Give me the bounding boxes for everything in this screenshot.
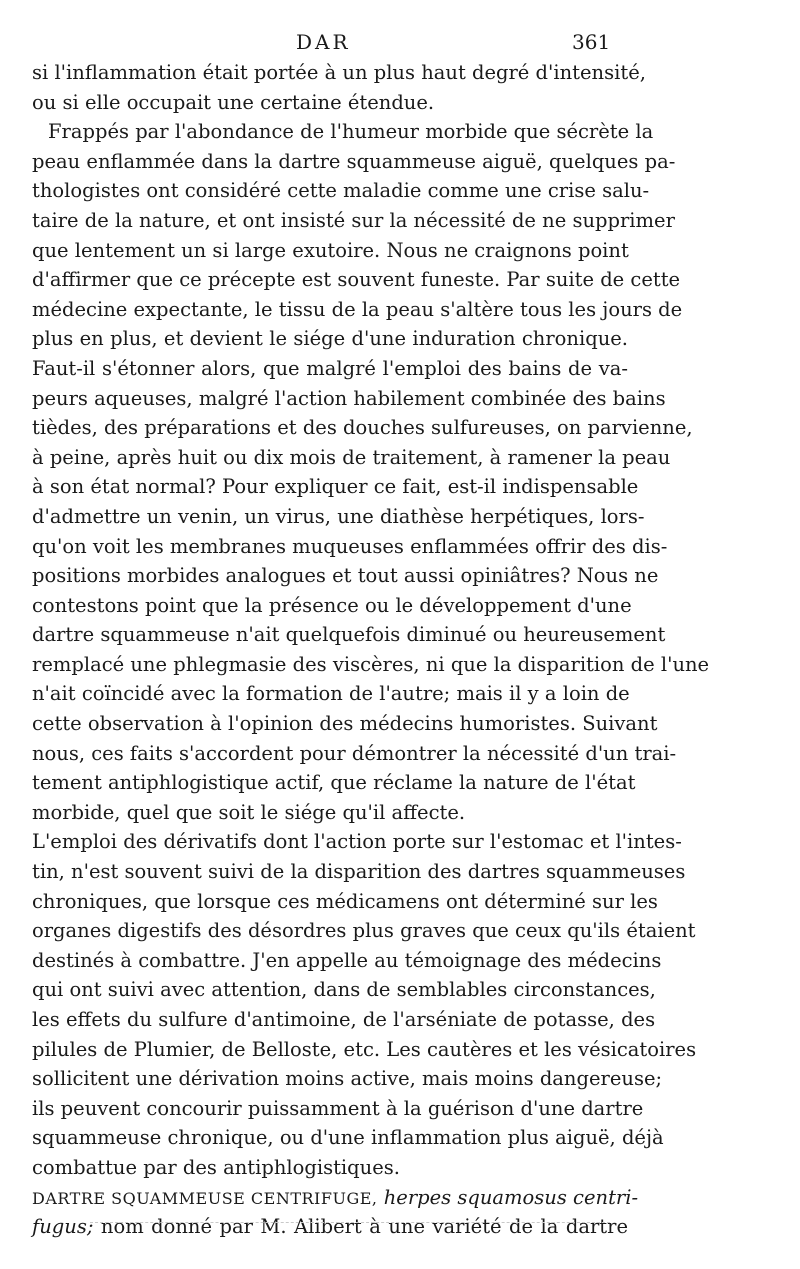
text-line: positions morbides analogues et tout aussi opiniâtres? Nous ne (32, 564, 659, 588)
page-smudge (90, 1222, 610, 1224)
text-line: tièdes, des préparations et des douches sulfureuses, on parvienne, (32, 416, 693, 440)
text-line: squammeuse chronique, ou d'une inflammation plus aiguë, déjà (32, 1126, 664, 1150)
text-line: tin, n'est souvent suivi de la disparition des dartres squammeuses (32, 860, 686, 884)
text-line: morbide, quel que soit le siége qu'il affecte. (32, 800, 466, 824)
page-number: 361 (572, 30, 611, 54)
text-line: dartre squammeuse n'ait quelquefois diminué ou heureusement (32, 623, 666, 647)
entry-first-line (32, 1183, 639, 1213)
running-head (0, 30, 800, 56)
text-line: peurs aqueuses, malgré l'action habilement combinée des bains (32, 386, 666, 410)
entry-latin-name-cont: fugus; (32, 1215, 94, 1239)
text-line: plus en plus, et devient le siége d'une induration chronique. (32, 327, 628, 351)
text-line: contestons point que la présence ou le développement d'une (32, 593, 632, 617)
text-line: pilules de Plumier, de Belloste, etc. Les cautères et les vésicatoires (32, 1037, 697, 1061)
entry-latin-name: herpes squamosus centri- (383, 1185, 639, 1209)
text-line: qui ont suivi avec attention, dans de semblables circonstances, (32, 978, 656, 1002)
entry-second-line (32, 1212, 628, 1242)
text-line: n'ait coïncidé avec la formation de l'autre; mais il y a loin de (32, 682, 630, 706)
text-line: destinés à combattre. J'en appelle au témoignage des médecins (32, 948, 662, 972)
text-line: ou si elle occupait une certaine étendue. (32, 90, 435, 114)
text-line: d'affirmer que ce précepte est souvent funeste. Par suite de cette (32, 268, 681, 292)
text-line: à peine, après huit ou dix mois de traitement, à ramener la peau (32, 445, 671, 469)
text-line: les effets du sulfure d'antimoine, de l'arséniate de potasse, des (32, 1008, 656, 1031)
text-line: cette observation à l'opinion des médecins humoristes. Suivant (32, 712, 658, 736)
text-line: tement antiphlogistique actif, que réclame la nature de l'état (32, 771, 636, 795)
text-line: thologistes ont considéré cette maladie comme une crise salu- (32, 179, 650, 203)
entry-headword: DARTRE SQUAMMEUSE CENTRIFUGE, (32, 1188, 378, 1208)
text-line: peau enflammée dans la dartre squammeuse aiguë, quelques pa- (32, 149, 676, 173)
text-line: combattue par des antiphlogistiques. (32, 1155, 400, 1179)
text-line: qu'on voit les membranes muqueuses enflammées offrir des dis- (32, 534, 668, 558)
text-line: médecine expectante, le tissu de la peau s'altère tous les jours de (32, 297, 683, 321)
main-text (32, 58, 710, 1242)
text-line: nous, ces faits s'accordent pour démontrer la nécessité d'un trai- (32, 741, 677, 765)
text-line: Faut-il s'étonner alors, que malgré l'emploi des bains de va- (32, 356, 628, 380)
text-line: remplacé une phlegmasie des viscères, ni que la disparition de l'une (32, 652, 710, 676)
text-line: chroniques, que lorsque ces médicamens ont déterminé sur les (32, 889, 658, 913)
paragraph-first-line: L'emploi des dérivatifs dont l'action porte sur l'estomac et l'intes- (32, 830, 682, 854)
paragraph-first-line: Frappés par l'abondance de l'humeur morbide que sécrète la (48, 120, 654, 144)
text-line: si l'inflammation était portée à un plus haut degré d'intensité, (32, 61, 646, 84)
text-line: ils peuvent concourir puissamment à la guérison d'une dartre (32, 1096, 644, 1120)
text-line: d'admettre un venin, un virus, une diathèse herpétiques, lors- (32, 504, 645, 528)
text-line: organes digestifs des désordres plus graves que ceux qu'ils étaient (32, 919, 696, 943)
text-line: que lentement un si large exutoire. Nous ne craignons point (32, 238, 629, 262)
entry-definition: nom donné par M. Alibert à une variété de la dartre (100, 1215, 629, 1239)
text-line: sollicitent une dérivation moins active, mais moins dangereuse; (32, 1067, 663, 1091)
text-line: à son état normal? Pour expliquer ce fait, est-il indispensable (32, 475, 639, 499)
text-line: taire de la nature, et ont insisté sur la nécessité de ne supprimer (32, 208, 675, 232)
running-head-title: DAR (296, 30, 351, 54)
